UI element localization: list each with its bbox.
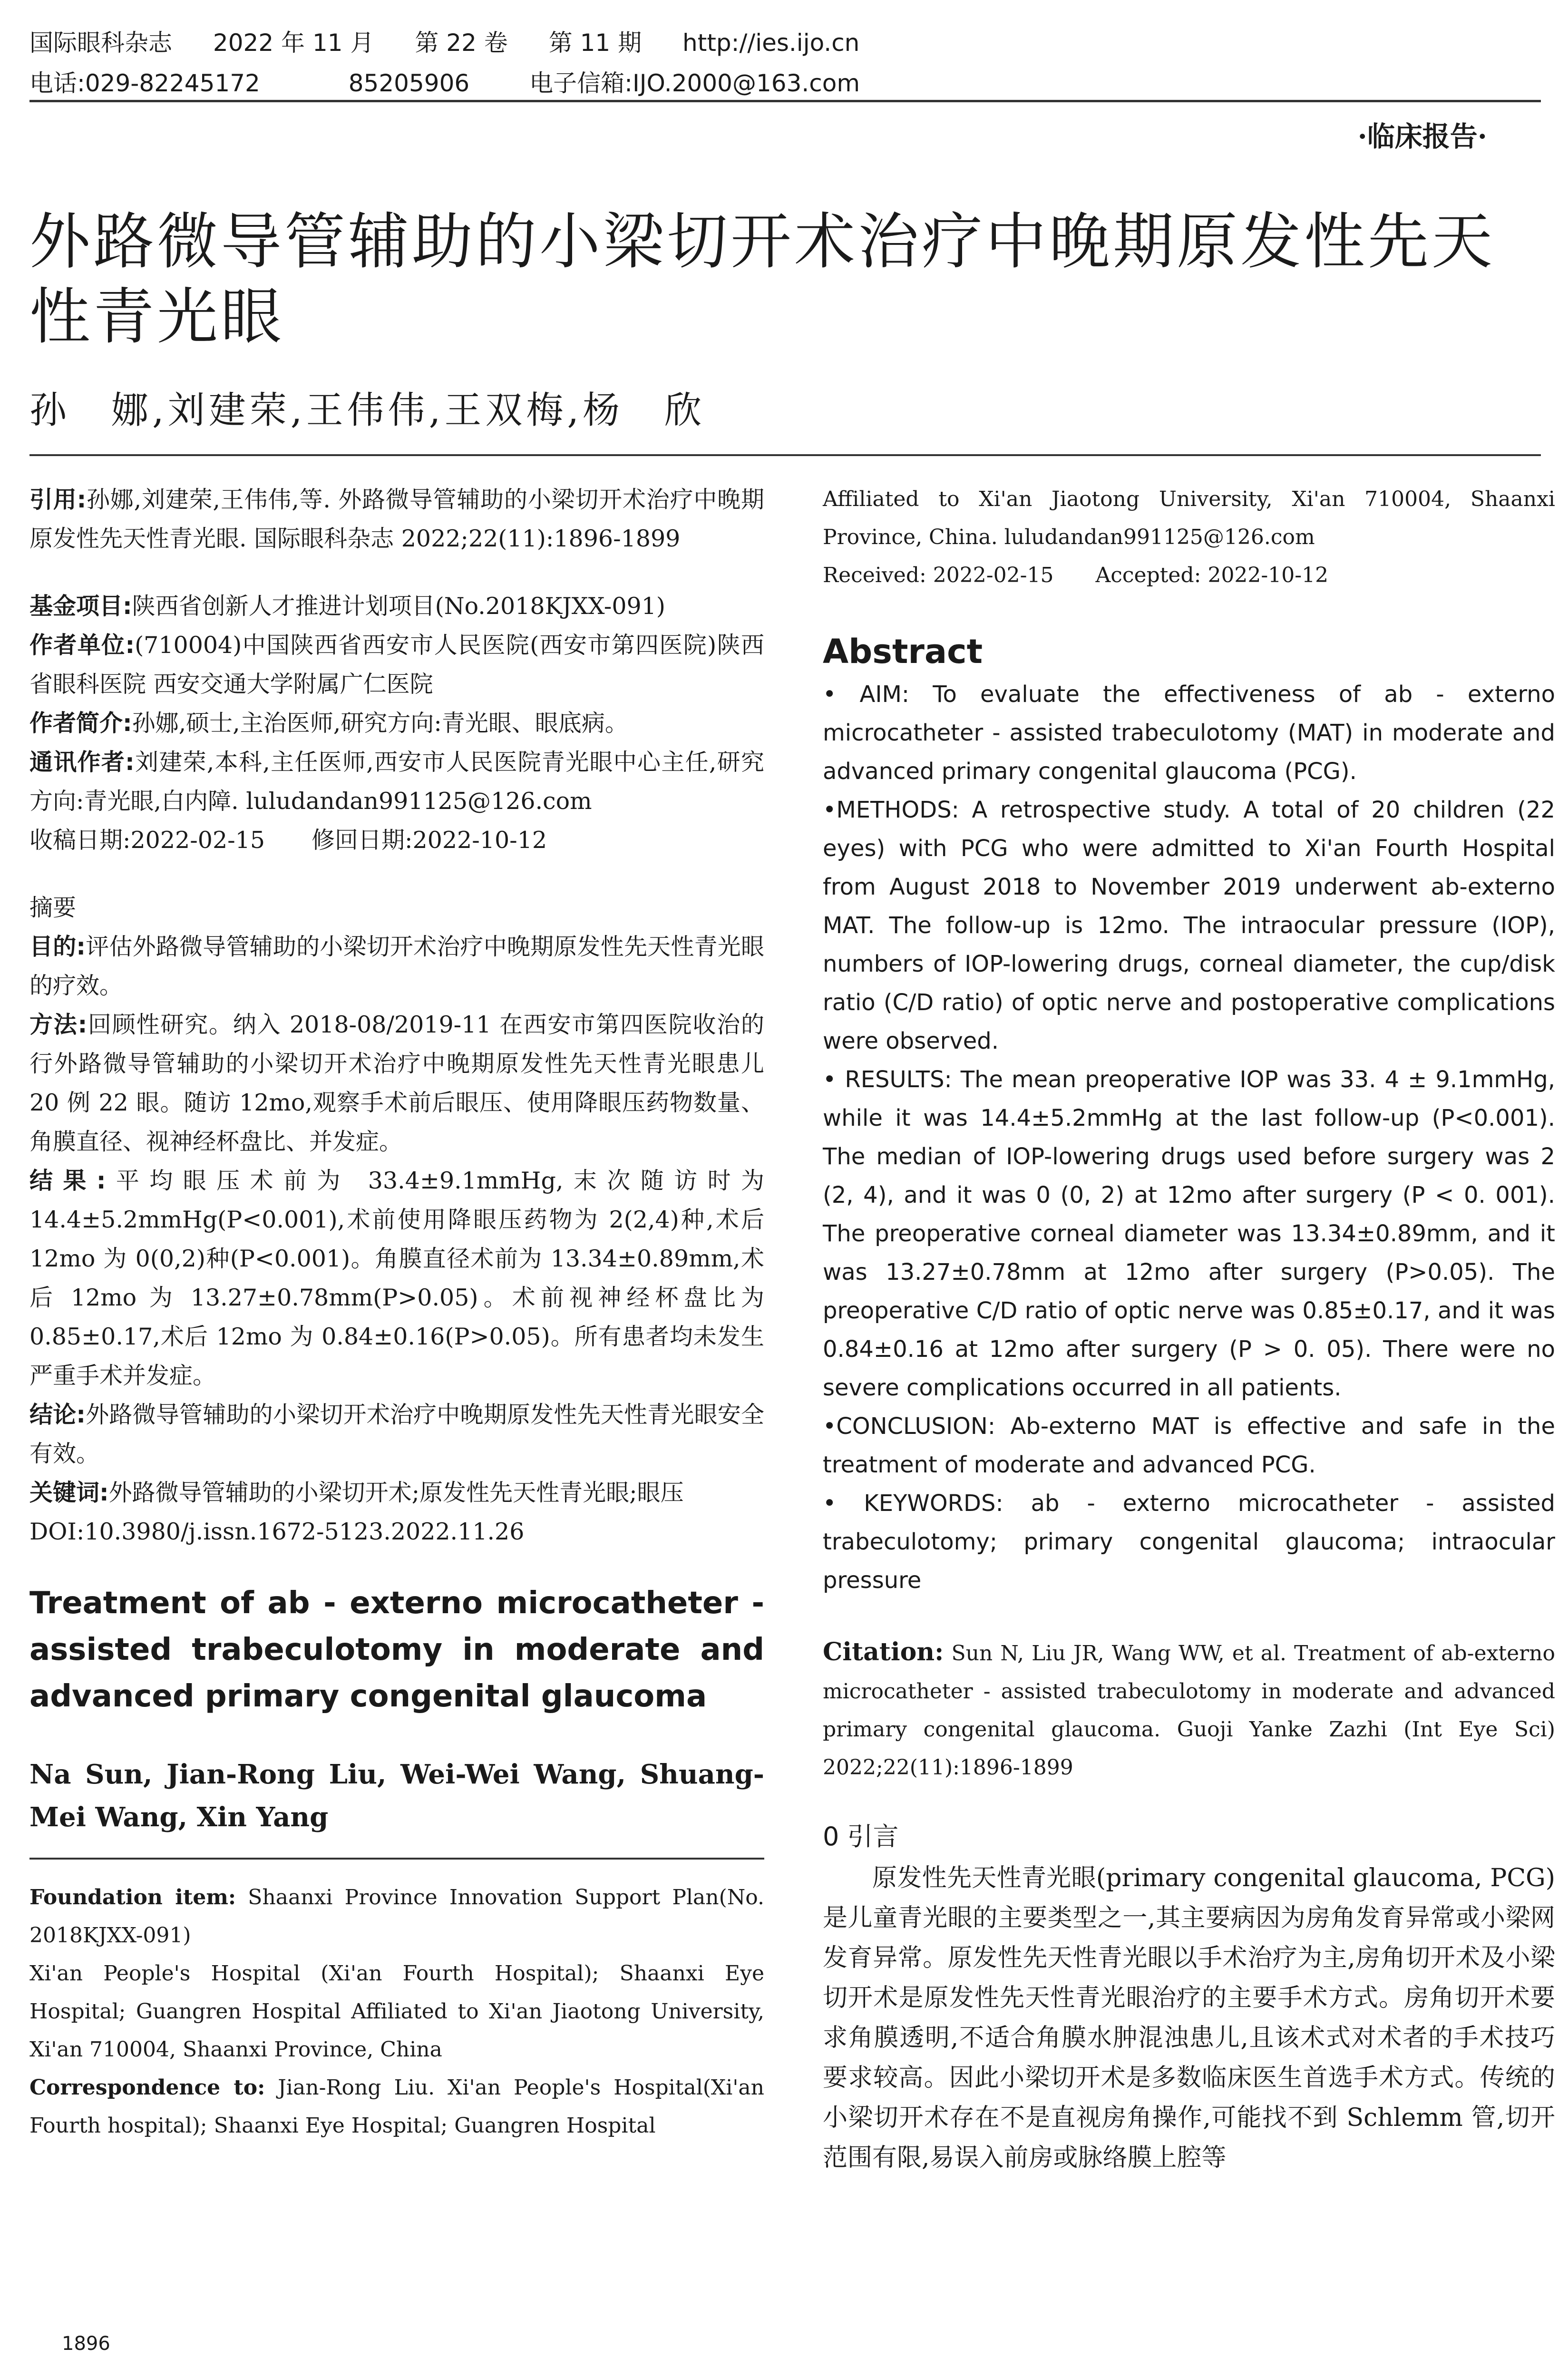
article-title: 外路微导管辅助的小梁切开术治疗中晚期原发性先天性青光眼 <box>29 206 1496 352</box>
author-unit: 作者单位:(710004)中国陕西省西安市人民医院(西安市第四医院)陕西省眼科医院 西安交通大学附属广仁医院 <box>29 632 764 698</box>
phone: 电话:029-82245172 <box>29 69 260 97</box>
abstract-aim: 目的:评估外路微导管辅助的小梁切开术治疗中晚期原发性先天性青光眼的疗效。 <box>29 933 764 999</box>
abstract-conclusion: 结论:外路微导管辅助的小梁切开术治疗中晚期原发性先天性青光眼安全有效。 <box>29 1401 764 1467</box>
volume: 第 22 卷 <box>415 29 508 57</box>
journal-header-line1 <box>29 24 893 58</box>
page-number: 1896 <box>62 2333 110 2355</box>
authors-cn: 孙 娜,刘建荣,王伟伟,王双梅,杨 欣 <box>29 389 706 432</box>
en-authors-rule <box>29 1839 764 1860</box>
abstract-en-heading: Abstract <box>823 632 983 671</box>
abstract-en-methods: •METHODS: A retrospective study. A total of 20 children (22 eyes) with PCG who were admitted to Xi'an Fourth Hospital from August 2018 to November 2019 underwent ab-externo MAT. The follow-up is 12mo. The intraocular pressure (IOP), numbers of IOP-lowering drugs, corneal diameter, the cup/disk ratio (C/D ratio) of optic nerve and postoperative complications were observed. <box>823 797 1555 1054</box>
email[interactable]: 电子信箱:IJO.2000@163.com <box>529 69 860 97</box>
abstract-method: 方法:回顾性研究。纳入 2018-08/2019-11 在西安市第四医院收治的行外路微导管辅助的小梁切开术治疗中晚期原发性先天性青光眼患儿 20 例 22 眼。随访 12mo,观察手术前后眼压、使用降眼压药物数量、角膜直径、视神经杯盘比、并发症。 <box>29 1011 764 1155</box>
left-column <box>29 480 764 2145</box>
english-authors: Na Sun, Jian-Rong Liu, Wei-Wei Wang, Shuang-Mei Wang, Xin Yang <box>29 1759 764 1833</box>
abstract-en-results: • RESULTS: The mean preoperative IOP was 33. 4 ± 9.1mmHg, while it was 14.4±5.2mmHg at the last follow-up (P<0.001). The median of IOP-lowering drugs used before surgery was 2 (2, 4), and it was 0 (0, 2) at 12mo after surgery (P < 0. 001). The preoperative corneal diameter was 13.34±0.89mm, and it was 13.27±0.78mm at 12mo after surgery (P>0.05). The preoperative C/D ratio of optic nerve was 0.85±0.17, and it was 0.84±0.16 at 12mo after surgery (P > 0. 05). There were no severe complications occurred in all patients. <box>823 1066 1555 1401</box>
doi[interactable]: DOI:10.3980/j.issn.1672-5123.2022.11.26 <box>29 1518 525 1545</box>
intro-paragraph: 原发性先天性青光眼(primary congenital glaucoma, PCG)是儿童青光眼的主要类型之一,其主要病因为房角发育异常或小梁网发育异常。原发性先天性青光眼以手术治疗为主,房角切开术及小梁切开术是原发性先天性青光眼治疗的主要手术方式。房角切开术要求角膜透明,不适合角膜水肿混浊患儿,且该术式对术者的手术技巧要求较高。因此小梁切开术是多数临床医生首选手术方式。传统的小梁切开术存在不是直视房角操作,可能找不到 Schlemm 管,切开范围有限,易误入前房或脉络膜上腔等 <box>823 1864 1555 2172</box>
header-rule <box>29 100 1541 102</box>
journal-header-line2 <box>29 64 893 98</box>
author-intro: 作者简介:孙娜,硕士,主治医师,研究方向:青光眼、眼底病。 <box>29 710 628 737</box>
issue-number: 第 11 期 <box>548 29 642 57</box>
abstract-en-keywords: • KEYWORDS: ab - externo microcatheter - assisted trabeculotomy; primary congenital glaucoma; intraocular pressure <box>823 1490 1555 1594</box>
abstract-result: 结果:平均眼压术前为 33.4±9.1mmHg,末次随访时为14.4±5.2mmHg(P<0.001),术前使用降眼压药物为 2(2,4)种,术后 12mo 为 0(0,2)种(P<0.001)。角膜直径术前为 13.34±0.89mm,术后 12mo 为 13.27±0.78mm(P>0.05)。术前视神经杯盘比为 0.85±0.17,术后 12mo 为 0.84±0.16(P>0.05)。所有患者均未发生严重手术并发症。 <box>29 1167 764 1389</box>
keywords-cn: 关键词:外路微导管辅助的小梁切开术;原发性先天性青光眼;眼压 <box>29 1479 684 1506</box>
section-tag: ·临床报告· <box>1357 120 1487 153</box>
intro-heading: 0 引言 <box>823 1822 899 1851</box>
citation-cn: 引用:孙娜,刘建荣,王伟伟,等. 外路微导管辅助的小梁切开术治疗中晚期原发性先天性青光眼. 国际眼科杂志 2022;22(11):1896-1899 <box>29 486 764 552</box>
journal-name: 国际眼科杂志 <box>29 29 172 57</box>
abstract-en-aim: • AIM: To evaluate the effectiveness of ab - externo microcatheter - assisted trabeculotomy (MAT) in moderate and advanced primary congenital glaucoma (PCG). <box>823 681 1555 785</box>
issue-date: 2022 年 11 月 <box>213 29 374 57</box>
fund-info: 基金项目:陕西省创新人才推进计划项目(No.2018KJXX-091) <box>29 593 665 620</box>
affiliation-en-cont: Affiliated to Xi'an Jiaotong University, Xi'an 710004, Shaanxi Province, China. luludandan991125@126.com <box>823 487 1555 549</box>
affiliation-en: Xi'an People's Hospital (Xi'an Fourth Hospital); Shaanxi Eye Hospital; Guangren Hospital Affiliated to Xi'an Jiaotong University, Xi'an 710004, Shaanxi Province, China <box>29 1961 764 2062</box>
foundation-item: Foundation item: Shaanxi Province Innovation Support Plan(No. 2018KJXX-091) <box>29 1885 764 1948</box>
citation-en: Citation: Sun N, Liu JR, Wang WW, et al. Treatment of ab-externo microcatheter - assisted trabeculotomy in moderate and advanced primary congenital glaucoma. Guoji Yanke Zazhi (Int Eye Sci) 2022;22(11):1896-1899 <box>823 1637 1555 1780</box>
received-accepted: Received: 2022-02-15 Accepted: 2022-10-12 <box>823 563 1329 587</box>
received-dates: 收稿日期:2022-02-15 修回日期:2022-10-12 <box>29 827 547 854</box>
abstract-cn-heading: 摘要 <box>29 894 77 921</box>
journal-url[interactable]: http://ies.ijo.cn <box>682 29 860 57</box>
corresponding-author: 通讯作者:刘建荣,本科,主任医师,西安市人民医院青光眼中心主任,研究方向:青光眼,白内障. luludandan991125@126.com <box>29 749 764 815</box>
abstract-en-conclusion: •CONCLUSION: Ab-externo MAT is effective and safe in the treatment of moderate and advanced PCG. <box>823 1413 1555 1478</box>
title-rule <box>29 454 1541 456</box>
right-column <box>823 480 1555 2178</box>
phone2: 85205906 <box>348 69 470 97</box>
english-title: Treatment of ab - externo microcatheter - assisted trabeculotomy in moderate and advanced primary congenital glaucoma <box>29 1586 764 1714</box>
correspondence-en: Correspondence to: Jian-Rong Liu. Xi'an People's Hospital(Xi'an Fourth hospital); Shaanxi Eye Hospital; Guangren Hospital <box>29 2075 764 2138</box>
